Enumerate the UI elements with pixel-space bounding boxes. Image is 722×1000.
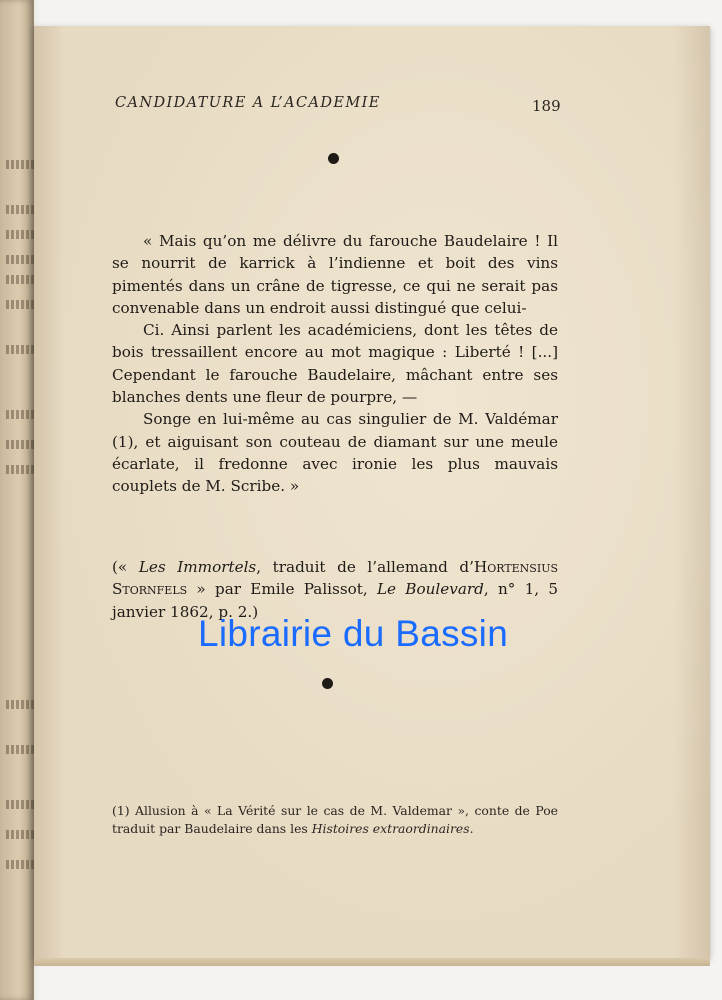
facing-page-text-fragment xyxy=(6,800,34,809)
footnote-text: (1) Allusion à « La Vérité sur le cas de M. Valdemar », conte de Poe traduit par Baudelaire dans les xyxy=(112,803,558,836)
running-head: CANDIDATURE A L’ACADEMIE xyxy=(115,95,381,111)
citation-after-author: » par Emile Palissot, xyxy=(187,580,377,599)
page-bottom-edge xyxy=(34,958,710,966)
footnote xyxy=(112,802,558,838)
facing-page-text-fragment xyxy=(6,410,34,419)
watermark: Librairie du Bassin xyxy=(198,613,509,654)
section-ornament-dot xyxy=(328,153,339,164)
facing-page-text-fragment xyxy=(6,160,34,169)
work-title: Les Immortels xyxy=(138,558,257,576)
page-number: 189 xyxy=(532,97,561,115)
facing-page-text-fragment xyxy=(6,745,34,754)
facing-page-text-fragment xyxy=(6,205,34,214)
facing-page-text-fragment xyxy=(6,440,34,449)
facing-page-text-fragment xyxy=(6,860,34,869)
facing-page-text-fragment xyxy=(6,275,34,284)
facing-page-text-fragment xyxy=(6,465,34,474)
footnote-italic: Histoires extraordinaires xyxy=(311,821,470,836)
citation-tail: , n° 1, 5 janvier 1862, p. 2.) xyxy=(112,580,558,621)
quoted-text xyxy=(112,230,558,498)
paragraph: Ci. Ainsi parlent les académiciens, dont les têtes de bois tressaillent encore au mot magique : Liberté ! [...] Cependant le farouche Baudelaire, mâchant entre ses blanches dents une fleur de pourpre, — xyxy=(112,321,558,407)
facing-page-edge xyxy=(0,0,34,1000)
facing-page-text-fragment xyxy=(6,700,34,709)
journal-title: Le Boulevard xyxy=(376,580,484,599)
facing-page-text-fragment xyxy=(6,255,34,264)
paragraph: « Mais qu’on me délivre du farouche Baudelaire ! Il se nourrit de karrick à l’indienne et boit des vins pimentés dans un crâne de tigresse, ce qui ne serait pas convenable dans un endroit aussi distingué que celui- xyxy=(112,232,558,317)
citation-open: (« xyxy=(112,558,139,576)
facing-page-text-fragment xyxy=(6,345,34,354)
facing-page-text-fragment xyxy=(6,830,34,839)
citation-author: Hortensius Stornfels xyxy=(112,558,558,599)
facing-page-text-fragment xyxy=(6,300,34,309)
facing-page-text-fragment xyxy=(6,230,34,239)
citation-mid: , traduit de l’allemand d’ xyxy=(256,558,474,576)
footnote-end: . xyxy=(469,821,474,836)
paragraph: Songe en lui-même au cas singulier de M. Valdémar (1), et aiguisant son couteau de diamant sur une meule écarlate, il fredonne avec ironie les plus mauvais couplets de M. Scribe. » xyxy=(112,410,558,496)
section-ornament-dot xyxy=(322,678,333,689)
